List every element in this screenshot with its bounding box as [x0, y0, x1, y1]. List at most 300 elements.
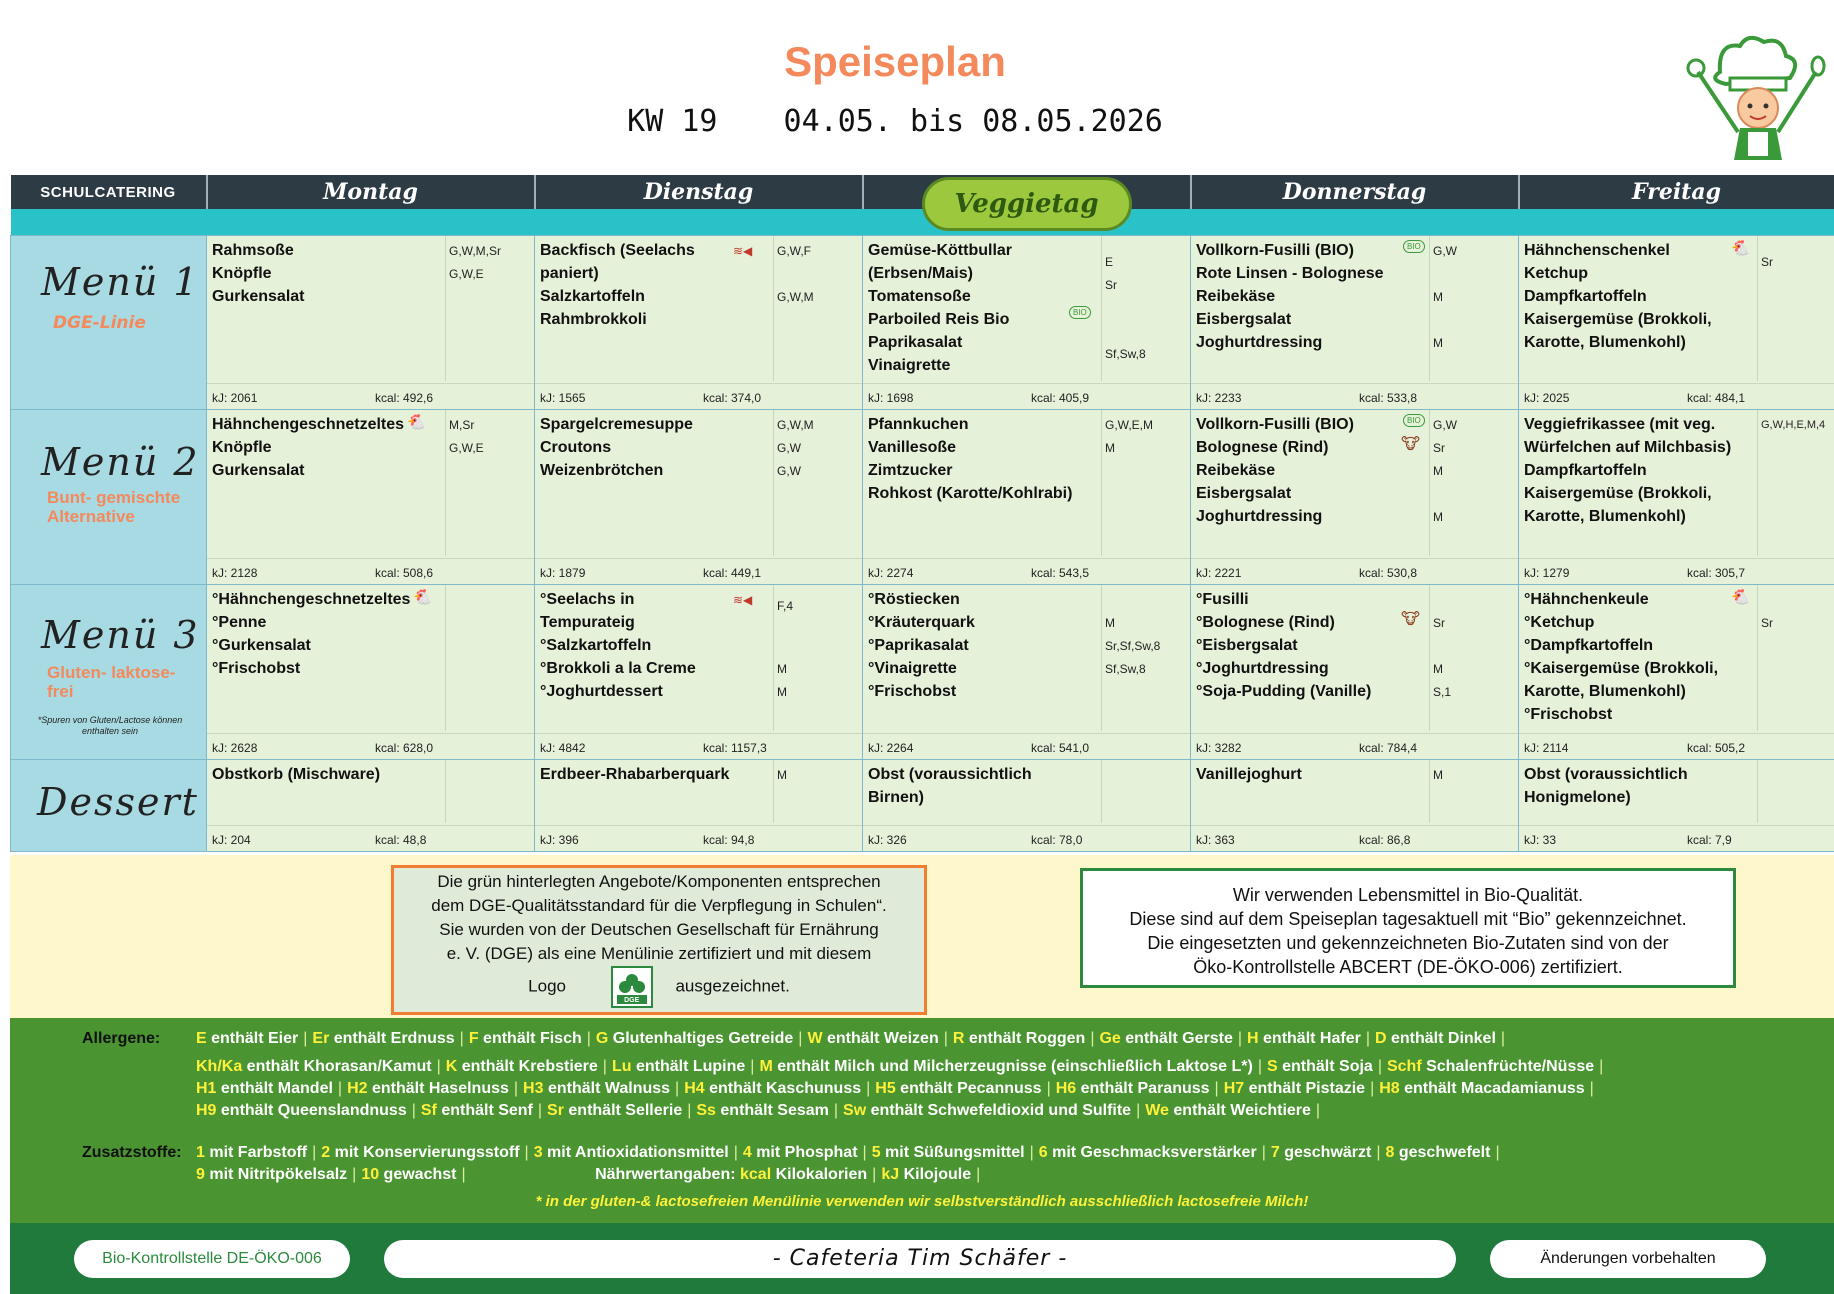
legend-separator: | — [352, 1166, 357, 1183]
legend-code: Sw — [843, 1102, 867, 1119]
kj-value: kJ: 2114 — [1524, 740, 1569, 755]
allergen-code: Sf,Sw,8 — [1105, 346, 1146, 361]
bio-control-pill: Bio-Kontrollstelle DE-ÖKO-006 — [74, 1240, 350, 1278]
week-label: KW 19 — [627, 104, 718, 139]
nutrition — [1519, 733, 1834, 759]
dish: Vinaigrette — [868, 356, 951, 374]
kcal-value: kcal: 541,0 — [1031, 740, 1090, 755]
legend-panel — [10, 1018, 1834, 1223]
day-header-montag: Montag — [207, 175, 535, 209]
dish: °Frischobst — [1524, 705, 1613, 723]
nutrition — [1519, 558, 1834, 584]
legend-code: D — [1374, 1030, 1387, 1047]
dish: Hähnchenschenkel — [1524, 241, 1670, 259]
dish: Zimtzucker — [868, 461, 953, 479]
dish-list — [1524, 413, 1754, 528]
legend-desc: Schalenfrüchte/Nüsse — [1421, 1058, 1595, 1075]
allergen-code: M — [1433, 463, 1443, 478]
nutrition — [1519, 383, 1834, 409]
legend-code: G — [595, 1030, 609, 1047]
legend-code: K — [445, 1058, 458, 1075]
legend-desc: gewachst — [379, 1166, 457, 1183]
allergen-list — [1757, 236, 1773, 381]
kcal-value: kcal: 374,0 — [703, 390, 762, 405]
legend-separator: | — [862, 1144, 867, 1161]
zusatz-row — [196, 1166, 985, 1184]
legend-code: S — [1267, 1058, 1278, 1075]
dish: °Brokkoli a la Creme — [540, 659, 696, 677]
legend-desc: enthält Weizen — [822, 1030, 939, 1047]
legend-desc: geschwefelt — [1394, 1144, 1491, 1161]
kj-value: kJ: 2061 — [212, 390, 258, 405]
dish: Erdbeer-Rhabarberquark — [540, 765, 730, 783]
legend-desc: enthält Walnuss — [543, 1080, 671, 1097]
legend-code: 10 — [361, 1166, 380, 1183]
week-line — [0, 104, 1790, 139]
legend-separator: | — [1495, 1144, 1500, 1161]
legend-desc: enthält Pistazie — [1244, 1080, 1366, 1097]
allergen-code: G,W,F — [777, 243, 811, 258]
legend-desc: mit Süßungsmittel — [880, 1144, 1025, 1161]
dish: °Paprikasalat — [868, 636, 969, 654]
allergen-code — [1105, 297, 1146, 320]
legend-code: kcal — [740, 1166, 772, 1183]
bio-text-line: Öko-Kontrollstelle ABCERT (DE-ÖKO-006) zertifiziert. — [1193, 957, 1623, 977]
page-title: Speiseplan — [784, 38, 1006, 85]
cow-icon: 🐮 — [1401, 435, 1420, 453]
dish: °Gurkensalat — [212, 636, 311, 654]
allergen-code: Sr — [1761, 254, 1773, 269]
legend-desc: mit Phosphat — [751, 1144, 858, 1161]
legend-desc: enthält Eier — [206, 1030, 299, 1047]
allergen-list — [1757, 410, 1825, 556]
dish: °Kaisergemüse (Brokkoli, — [1524, 659, 1719, 677]
legend-separator: | — [833, 1102, 839, 1119]
allergen-code — [1433, 635, 1451, 658]
legend-code: H — [1247, 1030, 1259, 1047]
allergen-code: M — [1433, 661, 1443, 676]
dish: Vollkorn-Fusilli (BIO) — [1196, 415, 1354, 433]
legend-separator: | — [750, 1058, 755, 1075]
kj-value: kJ: 1698 — [868, 390, 914, 405]
legend-desc: Kilokalorien — [771, 1166, 868, 1183]
dish: paniert) — [540, 264, 599, 282]
legend-separator: | — [943, 1030, 948, 1047]
menu-sub: Bunt- gemischte Alternative — [47, 487, 181, 526]
legend-code: 7 — [1270, 1144, 1280, 1161]
day-header-veggietag — [863, 175, 1191, 219]
legend-separator: | — [675, 1080, 680, 1097]
allergen-list — [445, 410, 484, 556]
dge-logo-icon — [611, 966, 653, 1008]
legend-code: 4 — [742, 1144, 752, 1161]
legend-code: 5 — [871, 1144, 881, 1161]
kcal-value: kcal: 449,1 — [703, 565, 762, 580]
legend-desc: enthält Gerste — [1120, 1030, 1233, 1047]
kcal-value: kcal: 94,8 — [703, 832, 755, 847]
zusatz-label: Zusatzstoffe: — [82, 1144, 182, 1161]
dish: Gemüse-Köttbullar — [868, 241, 1013, 259]
allergen-code: M,Sr — [449, 417, 475, 432]
legend-desc: enthält Erdnuss — [329, 1030, 455, 1047]
legend-separator: | — [1365, 1030, 1370, 1047]
dish-list — [212, 239, 442, 308]
legend-code: Sf — [420, 1102, 437, 1119]
allergen-row — [196, 1102, 1325, 1120]
menu1-freitag — [1519, 235, 1834, 409]
kj-value: kJ: 2628 — [212, 740, 258, 755]
dish: °Röstiecken — [868, 590, 960, 608]
kcal-value: kcal: 1157,3 — [703, 740, 767, 755]
legend-desc: enthält Paranuss — [1076, 1080, 1210, 1097]
legend-code: 2 — [321, 1144, 331, 1161]
menu1-veggietag — [863, 235, 1191, 409]
legend-code: H2 — [347, 1080, 368, 1097]
dish: Paprikasalat — [868, 333, 963, 351]
menu2-freitag — [1519, 409, 1834, 584]
legend-code: R — [952, 1030, 965, 1047]
allergen-code: G,W,E — [449, 440, 484, 455]
dish-list — [868, 413, 1098, 505]
legend-separator: | — [733, 1144, 738, 1161]
legend-desc: enthält Dinkel — [1386, 1030, 1496, 1047]
legend-desc: mit Farbstoff — [204, 1144, 308, 1161]
dish-list — [212, 763, 442, 786]
legend-separator: | — [513, 1080, 519, 1097]
dish: Rote Linsen - Bolognese — [1196, 264, 1384, 282]
nutrition — [207, 383, 534, 409]
legend-code: Ge — [1099, 1030, 1121, 1047]
allergen-code: G,W — [777, 463, 801, 478]
dish-list — [868, 588, 1098, 703]
legend-desc: enthält Lupine — [631, 1058, 746, 1075]
dish: Gurkensalat — [212, 461, 305, 479]
chicken-icon: 🐔 — [1731, 239, 1750, 257]
legend-desc: enthält Sesam — [715, 1102, 829, 1119]
nutrition — [535, 558, 862, 584]
legend-separator: | — [798, 1030, 803, 1047]
allergen-code: M — [777, 661, 787, 676]
dish-list — [1524, 239, 1754, 354]
legend-code: H6 — [1055, 1080, 1077, 1097]
kcal-value: kcal: 78,0 — [1031, 832, 1083, 847]
kj-value: kJ: 363 — [1196, 832, 1235, 847]
dessert-dienstag — [535, 759, 863, 851]
legend-separator: | — [436, 1058, 441, 1075]
allergen-code: G,W,E — [449, 266, 484, 281]
allergen-list — [1757, 585, 1773, 731]
allergen-code: G,W,M,Sr — [449, 243, 501, 258]
dge-text-line: e. V. (DGE) als eine Menülinie zertifiziert und mit diesem — [446, 944, 872, 963]
dish: Tomatensoße — [868, 287, 971, 305]
legend-code: 6 — [1038, 1144, 1048, 1161]
allergene-label: Allergene: — [82, 1030, 161, 1047]
legend-desc: mit Geschmacksverstärker — [1047, 1144, 1257, 1161]
dish: Rohkost (Karotte/Kohlrabi) — [868, 484, 1073, 502]
allergen-code: M — [1433, 767, 1443, 782]
dessert-donnerstag — [1191, 759, 1519, 851]
dish: °Soja-Pudding (Vanille) — [1196, 682, 1372, 700]
allergen-code: Sr,Sf,Sw,8 — [1105, 638, 1161, 653]
legend-desc: enthält Haselnuss — [367, 1080, 509, 1097]
dish: Joghurtdressing — [1196, 333, 1323, 351]
legend-code: Kh/Ka — [196, 1058, 243, 1075]
nutrition — [535, 825, 862, 851]
dish: °Kräuterquark — [868, 613, 975, 631]
legend-separator: | — [976, 1166, 981, 1183]
menu2-label — [11, 409, 207, 584]
menu2-montag — [207, 409, 535, 584]
dish: Kaisergemüse (Brokkoli, — [1524, 310, 1712, 328]
legend-separator: | — [312, 1144, 317, 1161]
dessert-veggietag — [863, 759, 1191, 851]
legend-separator: | — [1589, 1080, 1594, 1097]
allergen-list — [1101, 410, 1153, 556]
teal-band — [11, 209, 1834, 235]
nutrition — [863, 825, 1190, 851]
dish: (Erbsen/Mais) — [868, 264, 973, 282]
dge-text-line: Sie wurden von der Deutschen Gesellschaft für Ernährung — [439, 920, 879, 939]
bio-icon: BIO — [1403, 414, 1425, 427]
legend-separator: | — [1370, 1080, 1375, 1097]
allergen-code — [1105, 320, 1146, 343]
dish: Rahmbrokkoli — [540, 310, 647, 328]
allergen-list — [1429, 760, 1443, 823]
kcal-value: kcal: 508,6 — [375, 565, 434, 580]
allergen-code: G,W — [1433, 243, 1457, 258]
menu2-veggietag — [863, 409, 1191, 584]
kj-value: kJ: 1279 — [1524, 565, 1570, 580]
menu3-freitag — [1519, 584, 1834, 759]
kcal-value: kcal: 405,9 — [1031, 390, 1090, 405]
allergen-code: M — [1433, 335, 1443, 350]
legend-desc: mit Nitritpökelsalz — [204, 1166, 348, 1183]
allergen-list — [773, 760, 787, 823]
dge-logo-line — [394, 966, 924, 1008]
legend-desc: mit Konservierungsstoff — [330, 1144, 520, 1161]
dge-text-line: Die grün hinterlegten Angebote/Komponenten entsprechen — [437, 872, 881, 891]
dish: °Joghurtdessert — [540, 682, 663, 700]
dish: Knöpfle — [212, 264, 272, 282]
dish: Karotte, Blumenkohl) — [1524, 333, 1686, 351]
dish: °Bolognese (Rind) — [1196, 613, 1335, 631]
nutrition — [207, 558, 534, 584]
dish: Parboiled Reis Bio — [868, 310, 1010, 328]
dish: Karotte, Blumenkohl) — [1524, 507, 1686, 525]
allergen-code — [777, 263, 814, 286]
allergen-row — [196, 1030, 1510, 1048]
legend-separator: | — [1090, 1030, 1095, 1047]
dish: Vanillesoße — [868, 438, 957, 456]
legend-code: We — [1145, 1102, 1169, 1119]
legend-separator: | — [1261, 1144, 1266, 1161]
allergen-code: M — [1433, 289, 1443, 304]
legend-separator: | — [1214, 1080, 1219, 1097]
chicken-icon: 🐔 — [413, 588, 432, 606]
legend-code: 1 — [196, 1144, 205, 1161]
kcal-value: kcal: 628,0 — [375, 740, 434, 755]
legend-separator: | — [1029, 1144, 1034, 1161]
dish-list — [868, 763, 1098, 809]
dish: °Ketchup — [1524, 613, 1595, 631]
legend-desc: enthält Krebstiere — [457, 1058, 598, 1075]
bio-info-box — [1080, 868, 1736, 988]
nutrition — [1191, 558, 1518, 584]
legend-code: W — [807, 1030, 823, 1047]
dish-list — [1524, 588, 1754, 726]
legend-separator: | — [872, 1166, 877, 1183]
dish: °Salzkartoffeln — [540, 636, 652, 654]
kj-value: kJ: 1565 — [540, 390, 586, 405]
dge-text-line: dem DGE-Qualitätsstandard für die Verpflegung in Schulen“. — [431, 896, 887, 915]
dish: Backfisch (Seelachs — [540, 241, 695, 259]
dish: °Dampfkartoffeln — [1524, 636, 1654, 654]
nutrition — [207, 825, 534, 851]
allergen-list — [773, 236, 814, 381]
dish: Tempurateig — [540, 613, 635, 631]
day-header-freitag: Freitag — [1519, 175, 1834, 209]
dish: Honigmelone) — [1524, 788, 1631, 806]
dish: Pfannkuchen — [868, 415, 969, 433]
dish-list — [540, 763, 770, 786]
allergen-code: G,W,E,M — [1105, 417, 1153, 432]
dish: Hähnchengeschnetzeltes — [212, 415, 405, 433]
chef-icon — [1678, 32, 1828, 162]
allergen-code — [1433, 263, 1457, 286]
allergen-code: Sr — [1433, 440, 1445, 455]
allergen-code: S,1 — [1433, 684, 1452, 699]
dish-list — [1524, 763, 1754, 809]
dish: Obstkorb (Mischware) — [212, 765, 381, 783]
date-range: 04.05. bis 08.05.2026 — [783, 104, 1163, 139]
dessert-montag — [207, 759, 535, 851]
legend-separator: | — [1500, 1030, 1506, 1047]
cafeteria-pill: - Cafeteria Tim Schäfer - — [384, 1240, 1456, 1278]
allergen-row — [196, 1080, 1599, 1098]
allergen-row — [196, 1058, 1608, 1076]
legend-desc: enthält Sellerie — [563, 1102, 683, 1119]
allergen-code: M — [1105, 615, 1115, 630]
legend-desc: geschwärzt — [1279, 1144, 1372, 1161]
kcal-value: kcal: 505,2 — [1687, 740, 1746, 755]
legend-separator: | — [337, 1080, 343, 1097]
bio-icon: BIO — [1069, 306, 1091, 319]
nutrition — [1191, 383, 1518, 409]
legend-code: Er — [312, 1030, 330, 1047]
dge-info-box — [391, 865, 927, 1015]
dish: Obst (voraussichtlich — [1524, 765, 1688, 783]
zusatz-row — [196, 1144, 1505, 1162]
dish: Würfelchen auf Milchbasis) — [1524, 438, 1732, 456]
dish: Spargelcremesuppe — [540, 415, 693, 433]
cow-icon: 🐮 — [1401, 610, 1420, 628]
dish: °Frischobst — [212, 659, 301, 677]
allergen-code: E — [1105, 254, 1114, 269]
legend-code: H7 — [1223, 1080, 1245, 1097]
nutrition — [1519, 825, 1834, 851]
dish: Joghurtdressing — [1196, 507, 1323, 525]
legend-desc: enthält Hafer — [1258, 1030, 1361, 1047]
dish: °Hähnchenkeule — [1524, 590, 1649, 608]
chicken-icon: 🐔 — [1731, 588, 1750, 606]
legend-code: E — [196, 1030, 207, 1047]
allergen-list — [1429, 236, 1457, 381]
dish: Vollkorn-Fusilli (BIO) — [1196, 241, 1354, 259]
dish: Bolognese (Rind) — [1196, 438, 1329, 456]
allergen-code: M — [1105, 440, 1115, 455]
dish-list — [1196, 413, 1426, 528]
bio-text-line: Diese sind auf dem Speiseplan tagesaktuell mit “Bio” gekennzeichnet. — [1129, 909, 1687, 929]
legend-separator: | — [1136, 1102, 1141, 1119]
allergen-list — [1429, 410, 1457, 556]
legend-separator: | — [1376, 1144, 1381, 1161]
bio-text-line: Wir verwenden Lebensmittel in Bio-Qualität. — [1232, 885, 1584, 905]
allergen-list — [1101, 760, 1105, 823]
menu1-dienstag — [535, 235, 863, 409]
legend-desc: Kilojoule — [899, 1166, 972, 1183]
menu3-montag — [207, 584, 535, 759]
menu-table — [10, 175, 1834, 852]
legend-code: kJ — [881, 1166, 900, 1183]
allergen-list — [445, 585, 449, 731]
kcal-value: kcal: 543,5 — [1031, 565, 1090, 580]
dish: Salzkartoffeln — [540, 287, 645, 305]
legend-desc: enthält Senf — [436, 1102, 533, 1119]
allergen-code: G,W,M — [777, 417, 814, 432]
dish: Rahmsoße — [212, 241, 294, 259]
nutrition — [207, 733, 534, 759]
kcal-value: kcal: 533,8 — [1359, 390, 1418, 405]
menu-name: Dessert — [37, 779, 199, 824]
legend-desc: enthält Fisch — [478, 1030, 582, 1047]
kj-value: kJ: 3282 — [1196, 740, 1242, 755]
chicken-icon: 🐔 — [407, 413, 426, 431]
legend-separator: | — [459, 1030, 464, 1047]
menu1-label — [11, 235, 207, 409]
allergen-code: Sr — [1105, 277, 1117, 292]
kj-value: kJ: 2128 — [212, 565, 258, 580]
menu3-veggietag — [863, 584, 1191, 759]
legend-desc: enthält Schwefeldioxid und Sulfite — [866, 1102, 1132, 1119]
legend-separator: | — [1315, 1102, 1321, 1119]
dish: Croutons — [540, 438, 612, 456]
legend-separator: | — [1237, 1030, 1243, 1047]
allergen-code — [1761, 589, 1773, 612]
kcal-value: kcal: 484,1 — [1687, 390, 1746, 405]
allergen-code: G,W — [1433, 417, 1457, 432]
allergen-code: M — [777, 767, 787, 782]
legend-desc: enthält Weichtiere — [1168, 1102, 1311, 1119]
dish: °Eisbergsalat — [1196, 636, 1298, 654]
legend-code: H9 — [196, 1102, 217, 1119]
menu-name: Menü 1 — [41, 259, 200, 304]
legend-code: Schf — [1386, 1058, 1422, 1075]
legend-desc: mit Antioxidationsmittel — [542, 1144, 729, 1161]
legend-desc: enthält Pecannuss — [895, 1080, 1042, 1097]
menu-name: Menü 3 — [41, 612, 200, 657]
legend-desc: enthält Mandel — [216, 1080, 333, 1097]
allergen-list — [773, 410, 814, 556]
legend-desc: enthält Kaschunuss — [704, 1080, 862, 1097]
dish: Ketchup — [1524, 264, 1588, 282]
brand-label: SCHULCATERING — [11, 175, 207, 209]
allergen-code — [1433, 483, 1457, 506]
kj-value: kJ: 2274 — [868, 565, 914, 580]
kcal-value: kcal: 86,8 — [1359, 832, 1411, 847]
dish: °Frischobst — [868, 682, 957, 700]
legend-code: Ss — [696, 1102, 716, 1119]
dish: Karotte, Blumenkohl) — [1524, 682, 1686, 700]
